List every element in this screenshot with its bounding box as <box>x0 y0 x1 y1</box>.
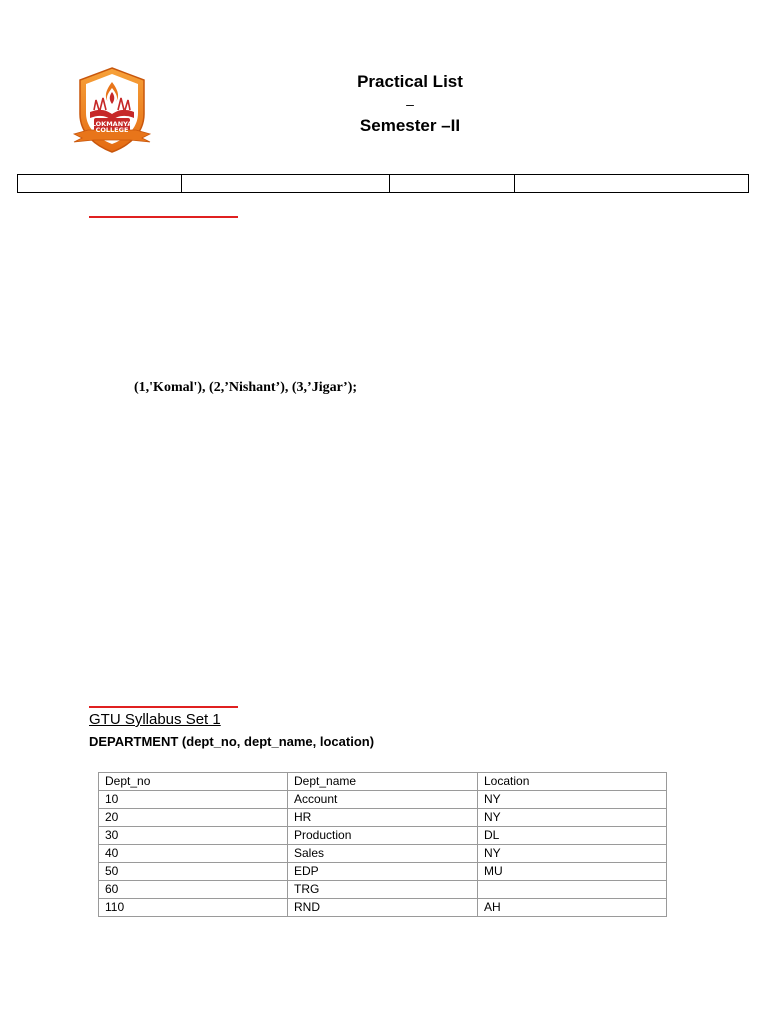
header-info-table <box>17 174 749 193</box>
cell-dept-no: 60 <box>99 881 288 899</box>
cell-dept-no: 10 <box>99 791 288 809</box>
header-cell <box>390 175 515 193</box>
title-dash: – <box>406 96 414 112</box>
table-row <box>99 845 667 863</box>
cell-dept-no: 50 <box>99 863 288 881</box>
cell-dept-no: 110 <box>99 899 288 917</box>
cell-dept-name: Account <box>288 791 478 809</box>
table-row <box>99 863 667 881</box>
cell-location: DL <box>478 827 667 845</box>
red-divider <box>89 706 238 708</box>
cell-dept-name: EDP <box>288 863 478 881</box>
college-logo <box>72 66 152 156</box>
cell-dept-name: TRG <box>288 881 478 899</box>
cell-location: NY <box>478 845 667 863</box>
cell-dept-no: 30 <box>99 827 288 845</box>
department-table <box>98 772 667 917</box>
column-header-location: Location <box>478 773 667 791</box>
header-info-row <box>18 175 749 193</box>
column-header-dept-no: Dept_no <box>99 773 288 791</box>
document-title-block <box>310 72 510 136</box>
svg-text:COLLEGE: COLLEGE <box>95 126 129 134</box>
table-header-row <box>99 773 667 791</box>
cell-location: NY <box>478 791 667 809</box>
insert-values-text: (1,'Komal'), (2,’Nishant’), (3,’Jigar’); <box>134 380 358 395</box>
page-title: Practical List <box>357 72 463 91</box>
svg-text:LOKMANYA: LOKMANYA <box>91 120 133 128</box>
cell-dept-name: HR <box>288 809 478 827</box>
cell-dept-name: Production <box>288 827 478 845</box>
table-row <box>99 809 667 827</box>
cell-location: MU <box>478 863 667 881</box>
table-row <box>99 827 667 845</box>
department-schema: DEPARTMENT (dept_no, dept_name, location) <box>89 734 375 749</box>
cell-location: NY <box>478 809 667 827</box>
header-cell <box>18 175 182 193</box>
cell-dept-name: RND <box>288 899 478 917</box>
cell-dept-name: Sales <box>288 845 478 863</box>
gtu-syllabus-heading: GTU Syllabus Set 1 <box>89 711 221 728</box>
semester-subtitle: Semester –II <box>359 116 461 135</box>
cell-location: AH <box>478 899 667 917</box>
table-row <box>99 881 667 899</box>
cell-dept-no: 20 <box>99 809 288 827</box>
table-row <box>99 791 667 809</box>
cell-dept-no: 40 <box>99 845 288 863</box>
header-cell <box>515 175 749 193</box>
table-row <box>99 899 667 917</box>
cell-location <box>478 881 667 899</box>
column-header-dept-name: Dept_name <box>288 773 478 791</box>
red-divider <box>89 216 238 218</box>
header-cell <box>182 175 390 193</box>
